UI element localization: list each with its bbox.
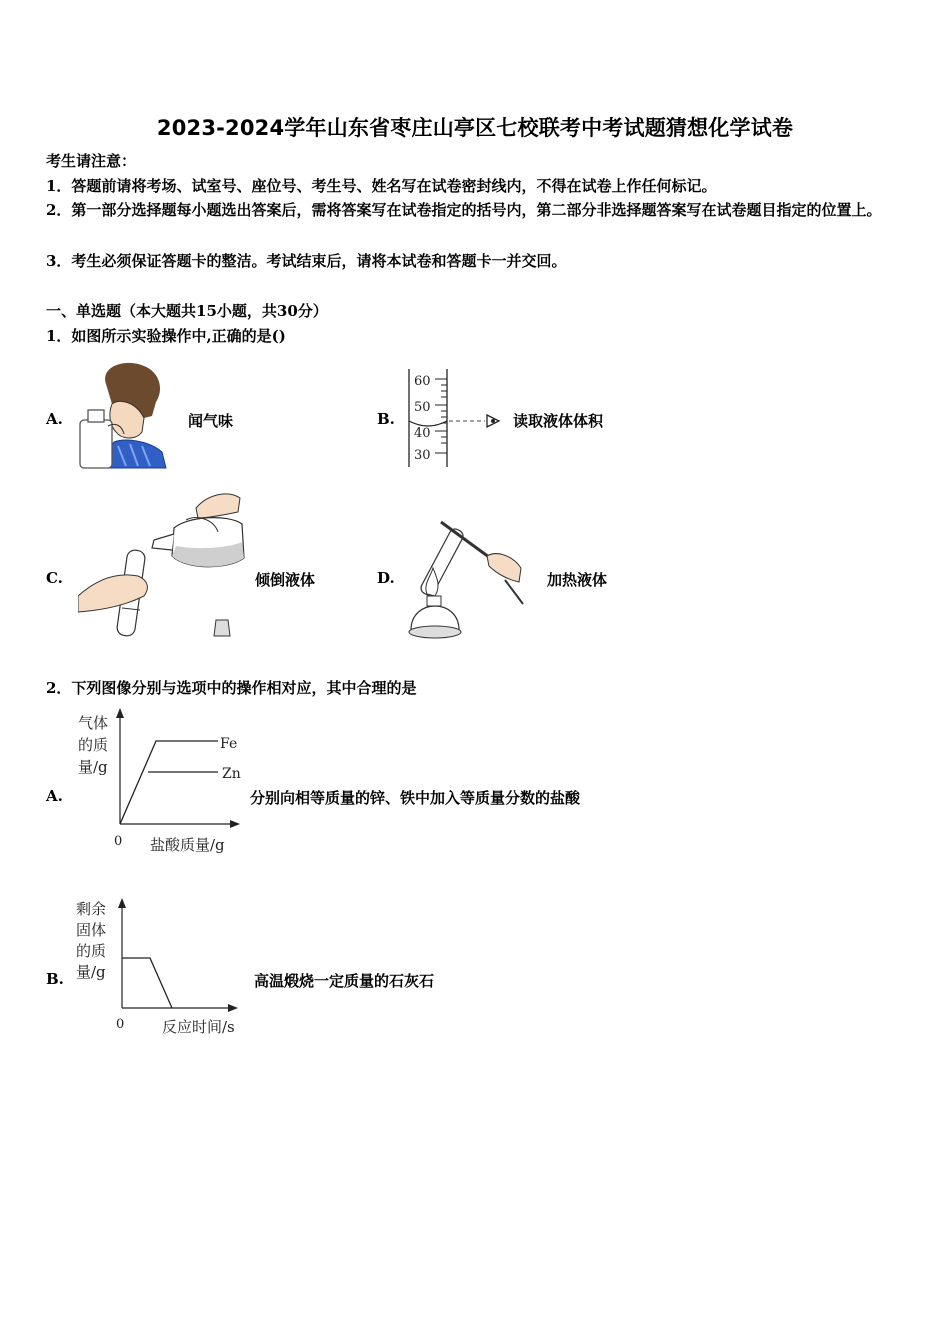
q2-option-b-letter: B. (46, 970, 64, 988)
notice-heading: 考生请注意： (46, 152, 137, 170)
notice-item-3: 3．考生必须保证答题卡的整洁。考试结束后，请将本试卷和答题卡一并交回。 (46, 252, 567, 270)
notice-item-2: 2．第一部分选择题每小题选出答案后，需将答案写在试卷指定的括号内，第二部分非选择题答案写在试卷题目指定的位置上。 (46, 201, 882, 219)
q2-option-b-caption: 高温煅烧一定质量的石灰石 (254, 972, 435, 990)
graph-b-xlabel: 反应时间/s (162, 1018, 235, 1036)
graph-b-origin: 0 (116, 1017, 125, 1032)
q2-option-a-letter: A. (46, 787, 63, 805)
graph-b-curve (122, 958, 172, 1008)
graph-b-ylabel-line3: 的质 (76, 942, 107, 960)
cylinder-tick-60: 60 (414, 374, 431, 389)
q2-graph-b (72, 892, 252, 1042)
q1-option-d-caption: 加热液体 (547, 571, 608, 589)
q2-option-a-caption: 分别向相等质量的锌、铁中加入等质量分数的盐酸 (250, 789, 581, 807)
q1-option-c-letter: C. (46, 569, 63, 587)
q1-option-c-caption: 倾倒液体 (255, 571, 316, 589)
graph-a-fe-line (120, 741, 218, 824)
graduated-cylinder-illustration (405, 365, 510, 470)
cylinder-tick-50: 50 (414, 400, 431, 415)
section-title: 一、单选题（本大题共15小题，共30分） (46, 302, 328, 320)
q1-option-a-letter: A. (46, 410, 63, 428)
question-2-stem: 2．下列图像分别与选项中的操作相对应，其中合理的是 (46, 679, 417, 697)
graph-b-ylabel-line4: 量/g (76, 963, 106, 981)
cylinder-tick-30: 30 (414, 448, 431, 463)
graph-a-label-fe: Fe (220, 736, 238, 752)
graph-b-ylabel-line1: 剩余 (76, 900, 107, 918)
q1-option-a-caption: 闻气味 (188, 412, 234, 430)
q2-graph-a (72, 704, 252, 860)
q1-option-b-letter: B. (377, 410, 395, 428)
question-1-stem: 1．如图所示实验操作中,正确的是() (46, 327, 286, 345)
q1-option-d-letter: D. (377, 569, 395, 587)
graph-a-ylabel-line2: 的质 (78, 736, 109, 754)
graph-a-origin: 0 (114, 834, 123, 849)
graph-a-ylabel-line1: 气体 (78, 714, 109, 732)
smell-gas-illustration (78, 360, 170, 470)
graph-a-ylabel-line3: 量/g (78, 758, 108, 776)
heat-liquid-illustration (405, 520, 530, 642)
graph-a-label-zn: Zn (222, 766, 241, 782)
notice-item-1: 1．答题前请将考场、试室号、座位号、考生号、姓名写在试卷密封线内，不得在试卷上作任何标记。 (46, 177, 717, 195)
q1-option-b-caption: 读取液体体积 (513, 412, 604, 430)
pour-liquid-illustration (78, 488, 248, 640)
cylinder-tick-40: 40 (414, 426, 431, 441)
graph-b-ylabel-line2: 固体 (76, 921, 107, 939)
page-title: 2023-2024学年山东省枣庄山亭区七校联考中考试题猜想化学试卷 (156, 116, 794, 140)
graph-a-xlabel: 盐酸质量/g (150, 836, 225, 854)
